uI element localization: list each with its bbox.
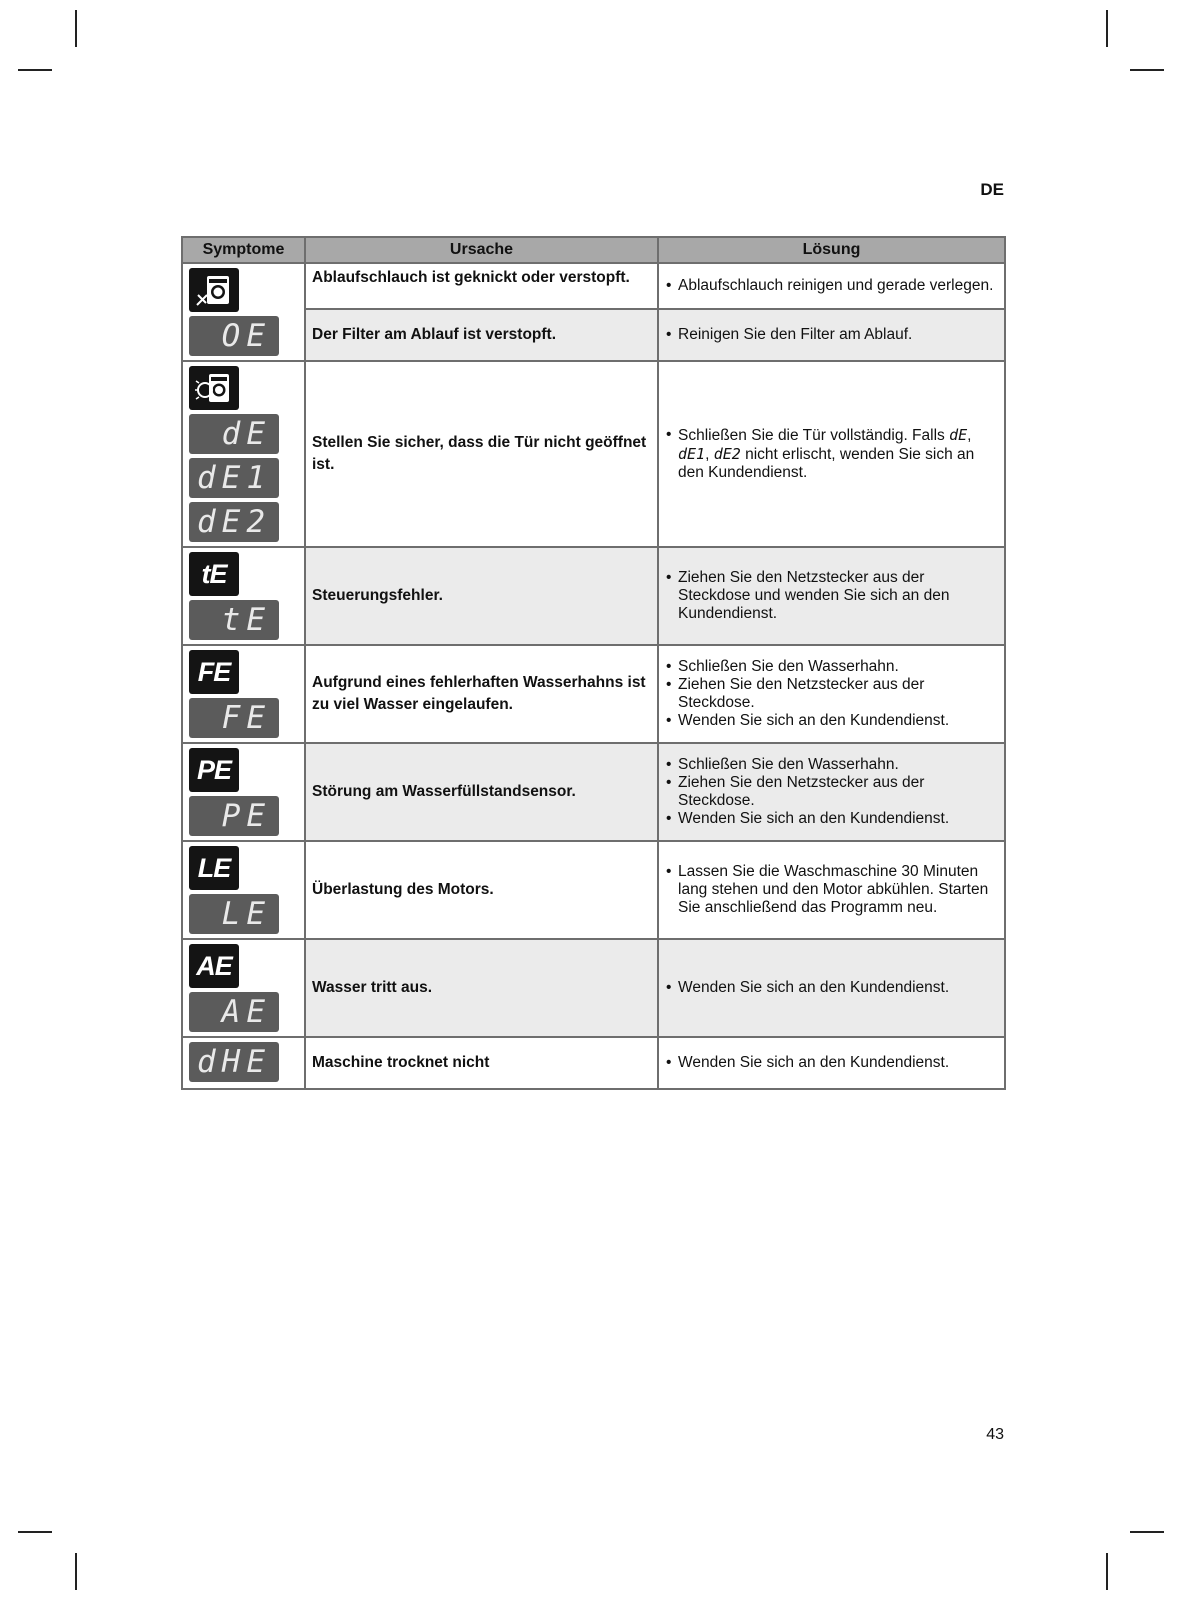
crop-mark: [1130, 1531, 1164, 1533]
solution-cell: [658, 1037, 1005, 1089]
crop-mark: [1106, 10, 1108, 47]
troubleshooting-table: [181, 236, 1006, 1090]
cause-cell: Störung am Wasserfüllstandsensor.: [305, 743, 658, 841]
lcd-code-de2: dE2: [189, 502, 279, 542]
le-icon: LE: [189, 846, 239, 890]
solution-item: • Lassen Sie die Waschmaschine 30 Minuten lang stehen und den Motor abkühlen. Starten Sie anschließend das Programm neu.: [678, 863, 998, 917]
table-row: [182, 743, 1005, 841]
solution-cell: [658, 361, 1005, 547]
cause-cell: Überlastung des Motors.: [305, 841, 658, 939]
table-row: [182, 361, 1005, 547]
solution-item: • Ziehen Sie den Netzstecker aus der Steckdose und wenden Sie sich an den Kundendienst.: [678, 569, 998, 623]
drain-blocked-icon: [189, 268, 239, 312]
crop-mark: [18, 69, 52, 71]
symptom-cell-le: [182, 841, 305, 939]
lcd-code-ae: AE: [189, 992, 279, 1032]
solution-item: • Reinigen Sie den Filter am Ablauf.: [678, 326, 998, 344]
solution-cell: [658, 645, 1005, 743]
header-symptom: Symptome: [182, 237, 305, 263]
solution-item: [678, 426, 998, 482]
symptom-cell-de: [182, 361, 305, 547]
crop-mark: [1130, 69, 1164, 71]
cause-cell: Maschine trocknet nicht: [305, 1037, 658, 1089]
solution-cell: [658, 939, 1005, 1037]
cause-cell: Der Filter am Ablauf ist verstopft.: [305, 309, 658, 361]
table-row: [182, 1037, 1005, 1089]
solution-item: • Schließen Sie den Wasserhahn.: [678, 756, 998, 774]
table-header-row: [182, 237, 1005, 263]
solution-item: • Wenden Sie sich an den Kundendienst.: [678, 810, 998, 828]
solution-item: • Wenden Sie sich an den Kundendienst.: [678, 979, 998, 997]
solution-item: • Ziehen Sie den Netzstecker aus der Steckdose.: [678, 676, 998, 712]
solution-cell: [658, 309, 1005, 361]
te-icon: tE: [189, 552, 239, 596]
solution-item: • Ziehen Sie den Netzstecker aus der Steckdose.: [678, 774, 998, 810]
crop-mark: [1106, 1553, 1108, 1590]
solution-item: • Wenden Sie sich an den Kundendienst.: [678, 712, 998, 730]
lcd-code-oe: OE: [189, 316, 279, 356]
symptom-cell-dhe: [182, 1037, 305, 1089]
cause-cell: Ablaufschlauch ist geknickt oder verstopft.: [305, 263, 658, 309]
symptom-cell-ae: [182, 939, 305, 1037]
cause-cell: Steuerungsfehler.: [305, 547, 658, 645]
solution-cell: [658, 547, 1005, 645]
lcd-code-fe: FE: [189, 698, 279, 738]
solution-cell: [658, 841, 1005, 939]
lcd-code-de: dE: [189, 414, 279, 454]
ae-icon: AE: [189, 944, 239, 988]
solution-cell: [658, 743, 1005, 841]
header-solution: Lösung: [658, 237, 1005, 263]
header-cause: Ursache: [305, 237, 658, 263]
separator-text: ,: [967, 427, 972, 444]
crop-mark: [18, 1531, 52, 1533]
table-row: [182, 645, 1005, 743]
lcd-code-le: LE: [189, 894, 279, 934]
language-label: DE: [980, 180, 1004, 199]
crop-mark: [75, 1553, 77, 1590]
fe-icon: FE: [189, 650, 239, 694]
lcd-code-dhe: dHE: [189, 1042, 279, 1082]
inline-code: dE: [949, 426, 968, 444]
solution-item: • Schließen Sie den Wasserhahn.: [678, 658, 998, 676]
symptom-cell-te: [182, 547, 305, 645]
page-number: 43: [986, 1426, 1004, 1443]
table-row: [182, 939, 1005, 1037]
table-row: [182, 263, 1005, 309]
table-row: [182, 841, 1005, 939]
lcd-code-de1: dE1: [189, 458, 279, 498]
solution-text: nicht erlischt, wenden Sie sich an den Kundendienst.: [678, 446, 975, 481]
crop-mark: [75, 10, 77, 47]
solution-text: Schließen Sie die Tür vollständig. Falls: [678, 427, 950, 444]
cause-cell: Stellen Sie sicher, dass die Tür nicht geöffnet ist.: [305, 361, 658, 547]
solution-cell: [658, 263, 1005, 309]
inline-code: dE1: [678, 445, 706, 463]
symptom-cell-pe: [182, 743, 305, 841]
cause-cell: Wasser tritt aus.: [305, 939, 658, 1037]
lcd-code-pe: PE: [189, 796, 279, 836]
lcd-code-te: tE: [189, 600, 279, 640]
table-row: [182, 309, 1005, 361]
table-row: [182, 547, 1005, 645]
solution-item: • Ablaufschlauch reinigen und gerade verlegen.: [678, 277, 998, 295]
inline-code: dE2: [713, 445, 741, 463]
cause-cell: Aufgrund eines fehlerhaften Wasserhahns ist zu viel Wasser eingelaufen.: [305, 645, 658, 743]
pe-icon: PE: [189, 748, 239, 792]
symptom-cell-oe: [182, 263, 305, 361]
solution-item: • Wenden Sie sich an den Kundendienst.: [678, 1054, 998, 1072]
symptom-cell-fe: [182, 645, 305, 743]
door-open-icon: [189, 366, 239, 410]
separator-text: ,: [705, 446, 714, 463]
